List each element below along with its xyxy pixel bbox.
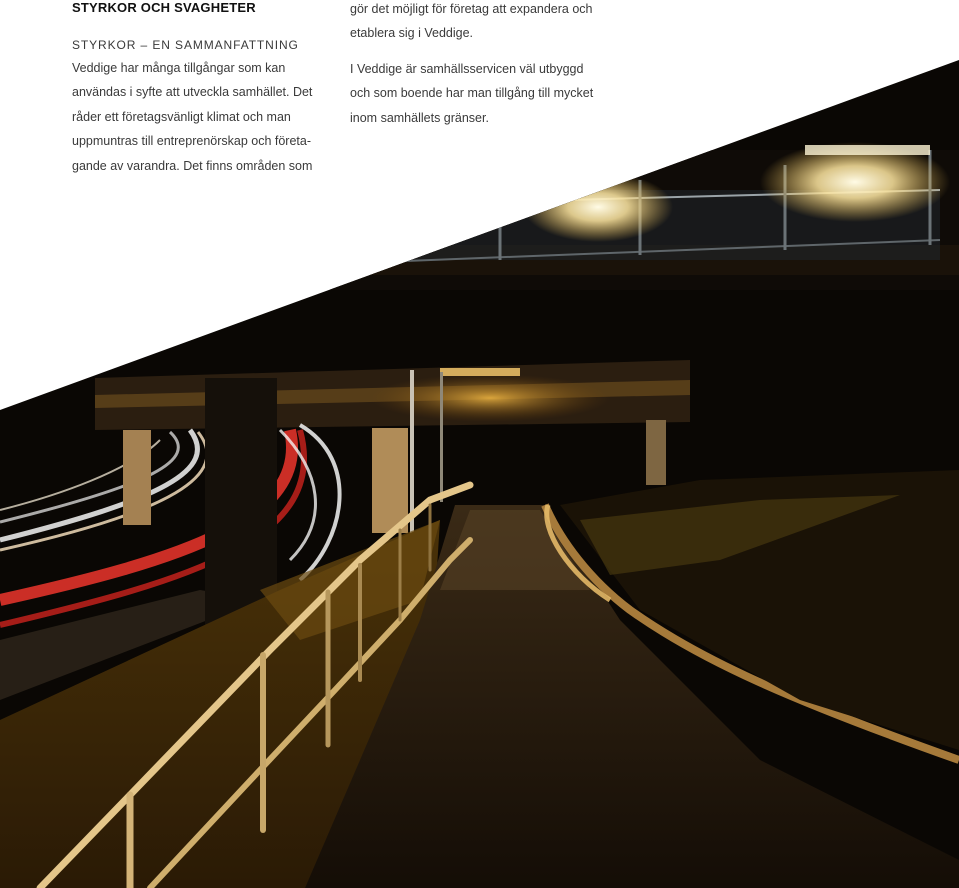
body-line: gande av varandra. Det finns områden som: [72, 158, 313, 173]
section-subheading: STYRKOR – EN SAMMANFATTNING: [72, 38, 299, 52]
body-line: Veddige har många tillgångar som kan: [72, 61, 286, 75]
body-line: uppmuntras till entreprenörskap och företa-: [72, 134, 312, 149]
body-line: I Veddige är samhällsservicen väl utbyggd: [350, 61, 584, 76]
body-column-right: [350, 0, 630, 130]
body-line: inom samhällets gränser.: [350, 110, 489, 125]
section-heading: STYRKOR OCH SVAGHETER: [72, 0, 256, 15]
body-line: råder ett företagsvänligt klimat och man: [72, 109, 291, 124]
body-column-left: [72, 56, 337, 178]
paragraph-service: [350, 57, 630, 130]
body-line: etablera sig i Veddige.: [350, 26, 474, 41]
body-line: användas i syfte att utveckla samhället. Det: [72, 85, 313, 100]
paragraph-expand: [350, 0, 630, 46]
body-line: gör det möjligt för företag att expandera och: [350, 2, 593, 16]
body-line: och som boende har man tillgång till mycket: [350, 86, 594, 101]
